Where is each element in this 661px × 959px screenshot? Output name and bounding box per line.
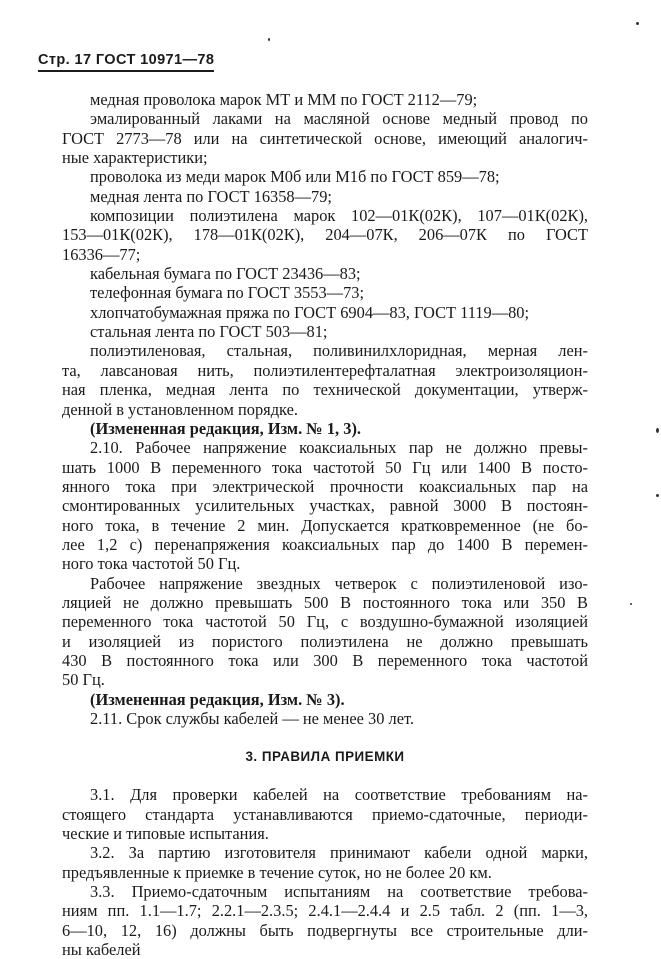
- text-line: медная проволока марок МТ и ММ по ГОСТ 2112—79;: [90, 90, 478, 109]
- text-line: смонтированных усилительных участках, равной 3000 В постоян-: [62, 496, 588, 516]
- section-spacer: [62, 728, 588, 747]
- text-line: 3.2. За партию изготовителя принимают кабели одной марки,: [90, 843, 588, 863]
- text-line: стоящего стандарта устанавливаются приемо-сдаточные, периоди-: [62, 804, 588, 824]
- text-line: 153—01К(02К), 178—01К(02К), 204—07К, 206—07К по ГОСТ: [62, 225, 588, 245]
- text-line: ляцией не должно превышать 500 В постоянного тока или 350 В: [62, 592, 588, 612]
- text-line: проволока из меди марок М0б или М1б по ГОСТ 859—78;: [90, 167, 500, 187]
- text-line: 16336—77;: [62, 244, 141, 264]
- text-line: 2.11. Срок службы кабелей — не менее 30 лет.: [90, 709, 415, 728]
- header-underline: [38, 70, 214, 72]
- text-line: ГОСТ 2773—78 или на синтетической основе, имеющий аналогич-: [62, 128, 588, 148]
- text-line: медная лента по ГОСТ 16358—79;: [90, 186, 332, 206]
- text-line: кабельная бумага по ГОСТ 23436—83;: [90, 264, 361, 284]
- section-spacer: [62, 766, 588, 785]
- text-line: композиции полиэтилена марок 102—01К(02К), 107—01К(02К),: [90, 206, 588, 226]
- page-header-text: Стр. 17 ГОСТ 10971—78: [38, 52, 215, 68]
- text-line: полиэтиленовая, стальная, поливинилхлоридная, мерная лен-: [90, 341, 588, 361]
- text-line: ного тока частотой 50 Гц.: [62, 554, 241, 574]
- text-line: Рабочее напряжение звездных четверок с полиэтиленовой изо-: [90, 573, 588, 593]
- text-line: ны кабелей: [62, 940, 141, 959]
- text-line: 3.3. Приемо-сдаточным испытаниям на соответствие требова-: [90, 882, 588, 902]
- scan-speck: [656, 494, 659, 497]
- amendment-note: (Измененная редакция, Изм. № 3).: [90, 689, 345, 709]
- amendment-note: (Измененная редакция, Изм. № 1, 3).: [90, 418, 361, 438]
- text-line: 430 В постоянного тока или 300 В переменного тока частотой: [62, 650, 588, 670]
- text-line: 50 Гц.: [62, 670, 105, 690]
- text-line: переменного тока частотой 50 Гц, с воздушно-бумажной изоляцией: [62, 612, 588, 632]
- text-line: и изоляцией из пористого полиэтилена не должно превышать: [62, 631, 588, 651]
- page-header: [38, 52, 214, 72]
- scan-speck: [268, 38, 270, 41]
- text-line: ческие и типовые испытания.: [62, 824, 269, 844]
- scan-speck: [656, 428, 659, 433]
- text-line: 2.10. Рабочее напряжение коаксиальных пар не должно превы-: [90, 438, 588, 458]
- text-line: телефонная бумага по ГОСТ 3553—73;: [90, 283, 365, 303]
- text-line: лее 1,2 с) перенапряжения коаксиальных пар до 1400 В перемен-: [62, 534, 588, 554]
- section-heading: 3. ПРАВИЛА ПРИЕМКИ: [245, 749, 405, 765]
- text-line: шать 1000 В переменного тока частотой 50 Гц или 1400 В посто-: [62, 457, 588, 477]
- text-line: стальная лента по ГОСТ 503—81;: [90, 322, 328, 342]
- text-line: 3.1. Для проверки кабелей на соответствие требованиям на-: [90, 785, 588, 805]
- text-line: янного тока при электрической прочности коаксиальных пар на: [62, 476, 588, 496]
- text-line: та, лавсановая нить, полиэтилентерефталатная электроизоляцион-: [62, 360, 588, 380]
- text-line: ная пленка, медная лента по технической документации, утверж-: [62, 380, 588, 400]
- text-line: ного тока, в течение 2 мин. Допускается кратковременное (не бо-: [62, 515, 588, 535]
- text-line: эмалированный лаками на масляной основе медный провод по: [90, 109, 588, 129]
- text-line: 6—10, 12, 16) должны быть подвергнуты все строительные дли-: [62, 920, 588, 940]
- text-line: ные характеристики;: [62, 148, 208, 168]
- document-body: [62, 90, 588, 959]
- text-line: предъявленные к приемке в течение суток, но не более 20 км.: [62, 862, 492, 882]
- text-line: хлопчатобумажная пряжа по ГОСТ 6904—83, ГОСТ 1119—80;: [90, 302, 530, 322]
- scan-speck: [636, 22, 639, 25]
- text-line: денной в установленном порядке.: [62, 399, 298, 419]
- text-line: ниям пп. 1.1—1.7; 2.2.1—2.3.5; 2.4.1—2.4.4 и 2.5 табл. 2 (пп. 1—3,: [62, 901, 588, 921]
- scan-speck: [630, 603, 632, 605]
